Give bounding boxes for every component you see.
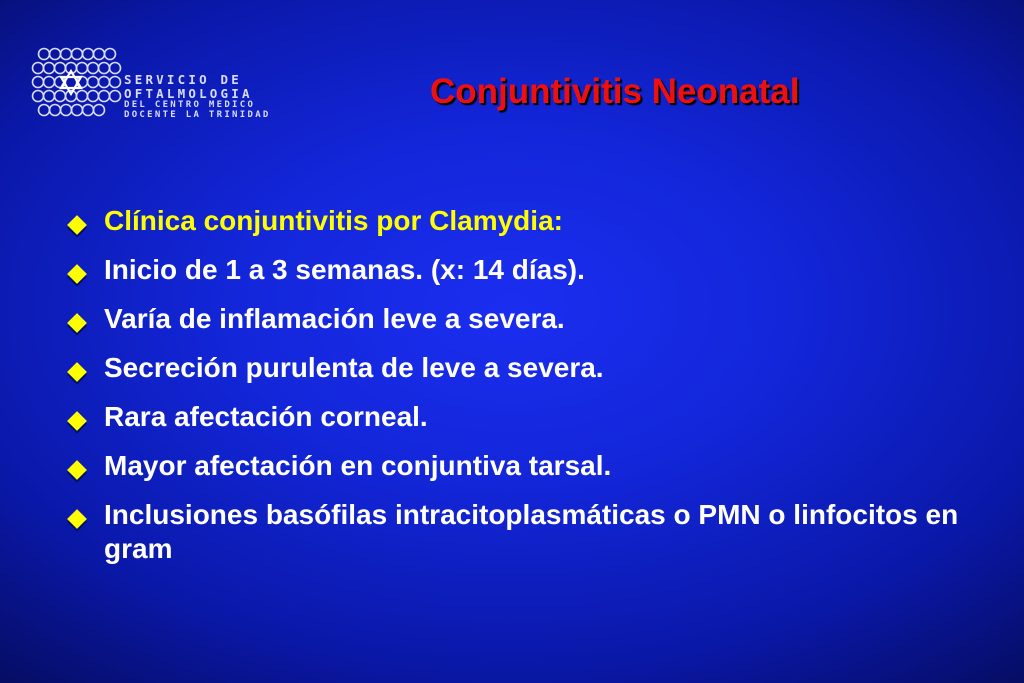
logo-line-1: SERVICIO DE bbox=[124, 72, 242, 87]
bullet-list bbox=[66, 204, 986, 580]
bullet-text: Varía de inflamación leve a severa. bbox=[104, 302, 565, 334]
diamond-bullet-icon bbox=[67, 362, 87, 382]
diamond-bullet-icon bbox=[67, 411, 87, 431]
bullet-text: Clínica conjuntivitis por Clamydia: bbox=[104, 205, 563, 236]
bullet-item bbox=[66, 253, 986, 287]
bullet-item bbox=[66, 498, 986, 565]
bullet-item bbox=[66, 302, 986, 336]
diamond-bullet-icon bbox=[67, 460, 87, 480]
department-logo bbox=[30, 44, 330, 128]
diamond-bullet-icon bbox=[67, 313, 87, 333]
bullet-text: Inicio de 1 a 3 semanas. (x: 14 días). bbox=[104, 253, 585, 285]
bullet-text: Rara afectación corneal. bbox=[104, 400, 428, 432]
logo-line-2: OFTALMOLOGIA bbox=[124, 85, 253, 101]
diamond-bullet-icon bbox=[67, 509, 87, 529]
bullet-text: Inclusiones basófilas intracitoplasmáticas o PMN o linfocitos en gram bbox=[104, 498, 959, 564]
bullet-text: Mayor afectación en conjuntiva tarsal. bbox=[104, 449, 612, 481]
logo-line-3: DEL CENTRO MEDICO bbox=[124, 100, 256, 110]
diamond-bullet-icon bbox=[67, 215, 87, 235]
bullet-item bbox=[66, 204, 986, 238]
logo-line-4: DOCENTE LA TRINIDAD bbox=[124, 110, 271, 120]
logo-text bbox=[124, 74, 271, 120]
diamond-bullet-icon bbox=[67, 264, 87, 284]
bullet-item bbox=[66, 351, 986, 385]
rings-star-logo-icon bbox=[30, 44, 122, 128]
bullet-item bbox=[66, 400, 986, 434]
bullet-item bbox=[66, 449, 986, 483]
bullet-text: Secreción purulenta de leve a severa. bbox=[104, 351, 604, 383]
slide-title: Conjuntivitis Neonatal bbox=[430, 72, 800, 111]
